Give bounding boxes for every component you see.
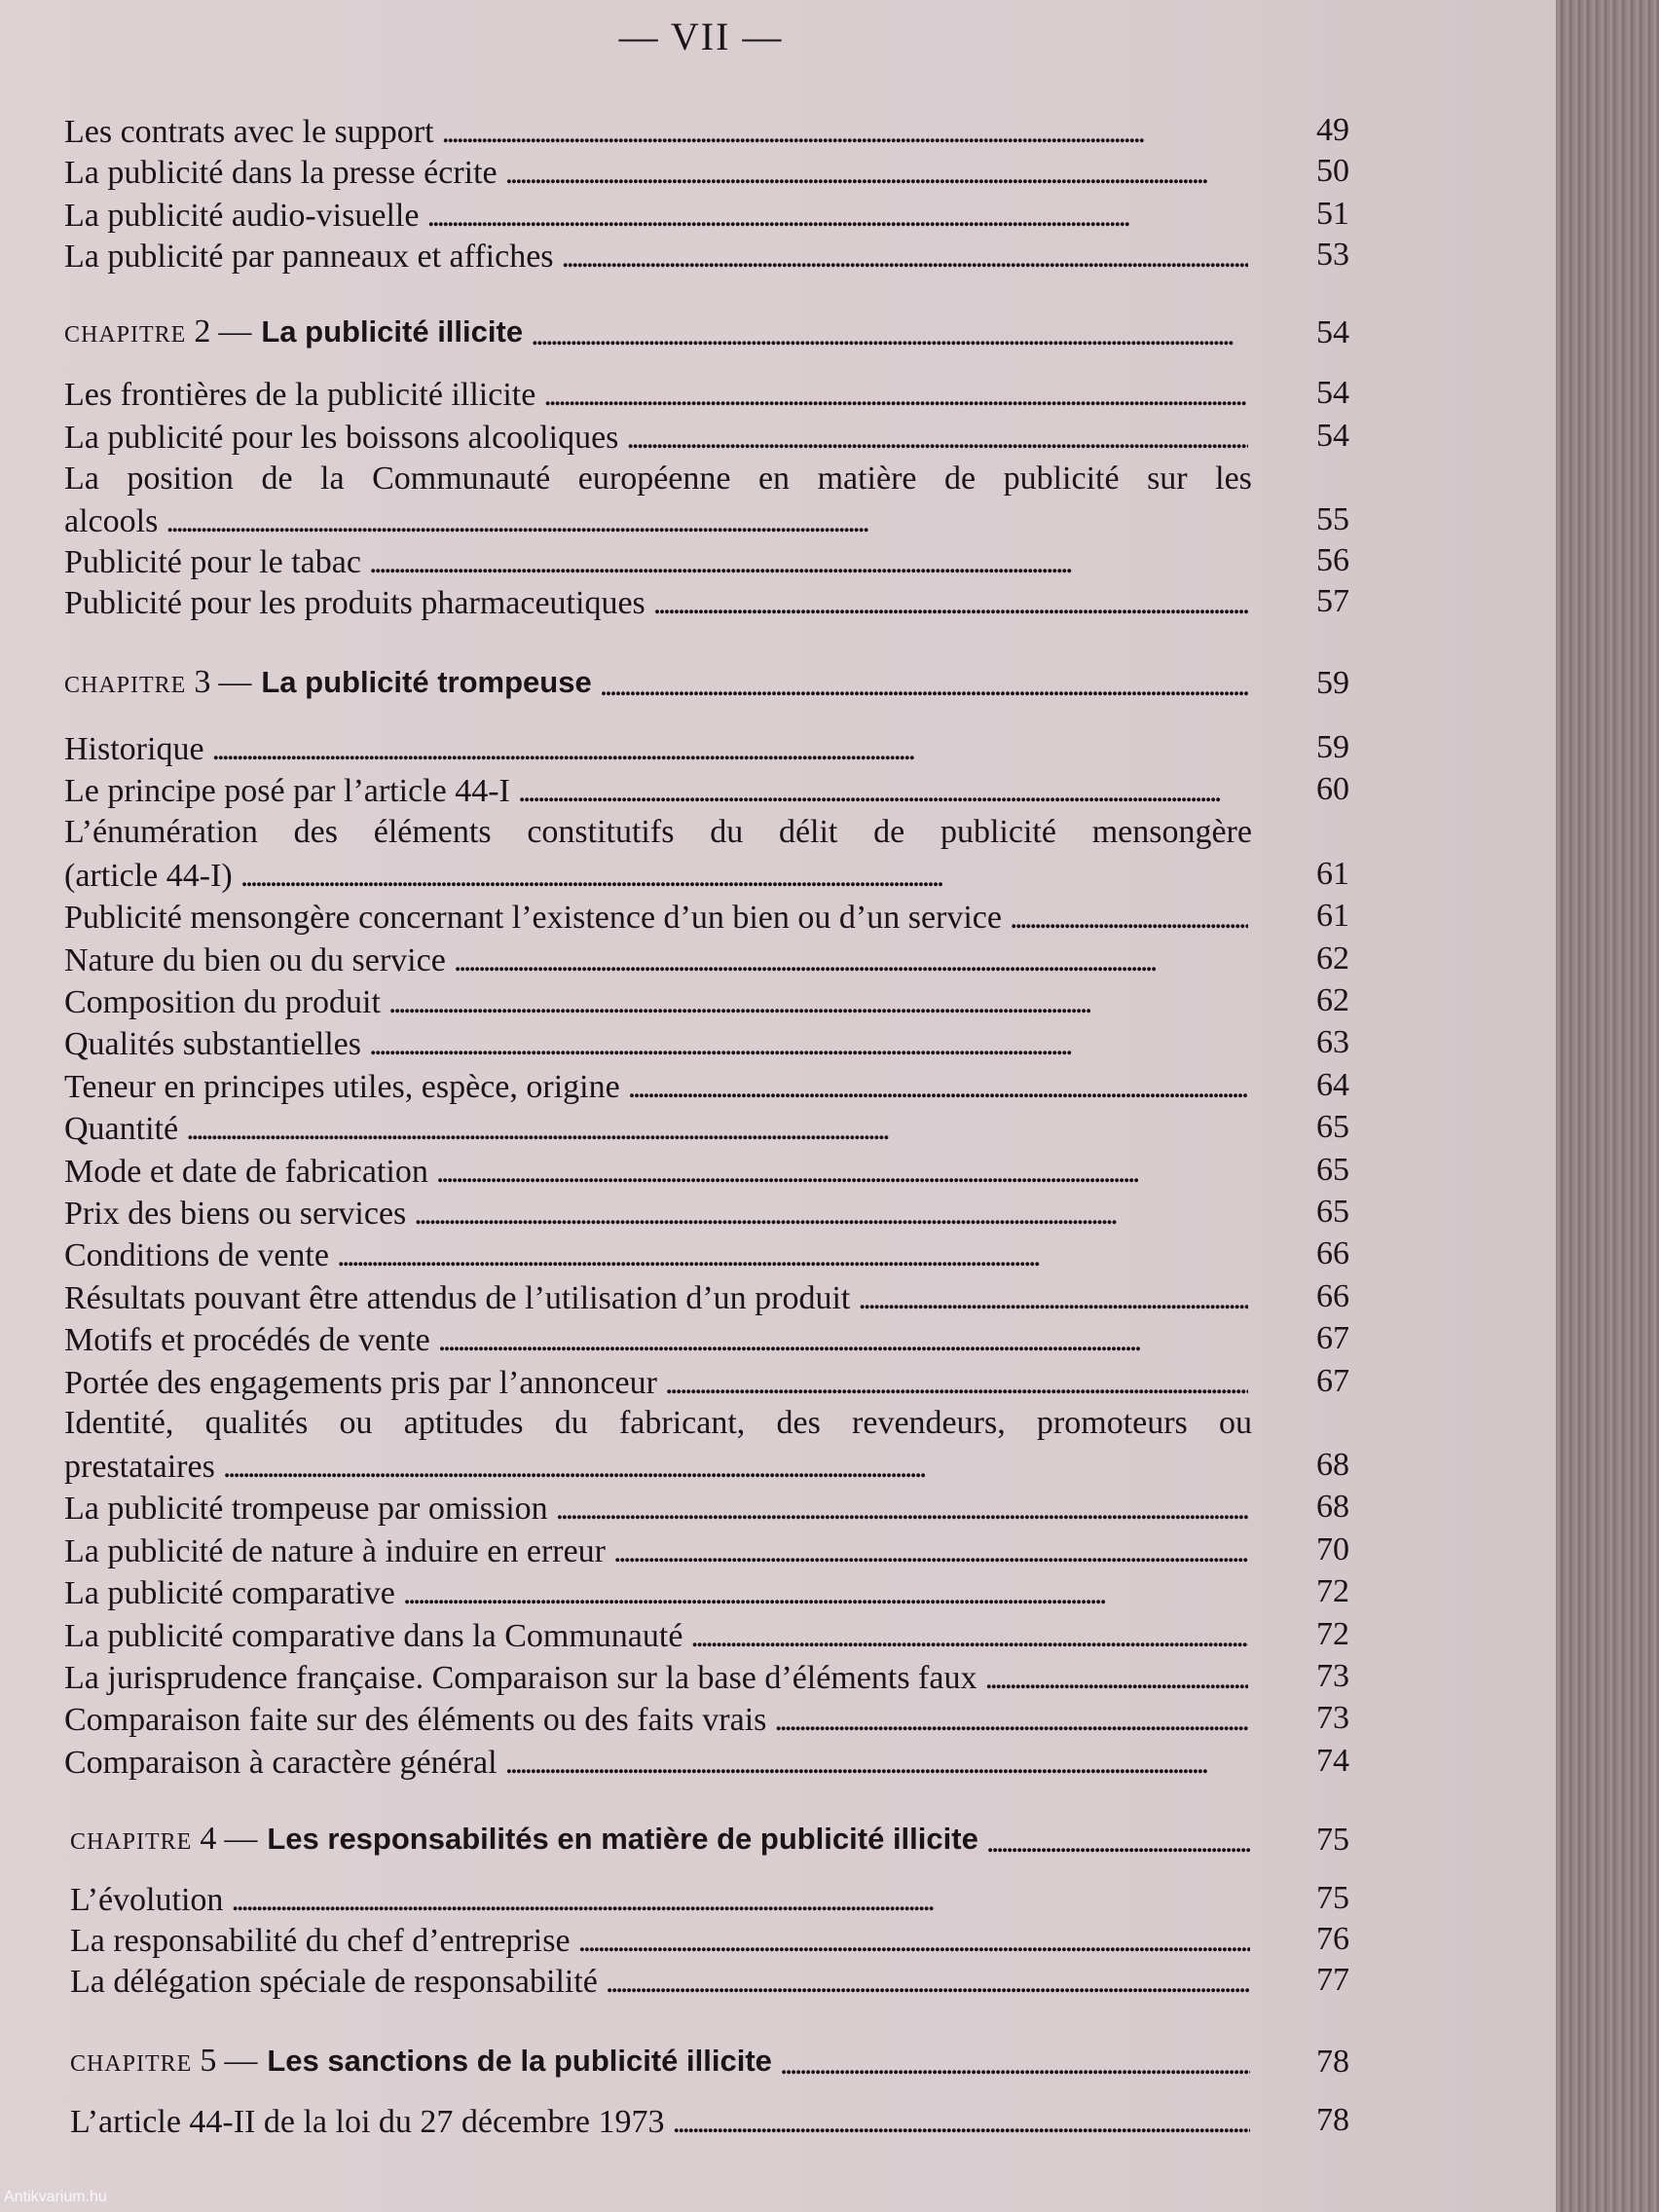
word: ou bbox=[1219, 1405, 1252, 1441]
toc-entry-label: Teneur en principes utiles, espèce, origine bbox=[64, 1068, 620, 1105]
dot-leader bbox=[454, 941, 1248, 980]
dot-leader bbox=[858, 1279, 1248, 1318]
toc-page-number: 60 bbox=[1316, 771, 1349, 808]
toc-page-number: 66 bbox=[1316, 1235, 1349, 1272]
word: matière bbox=[817, 461, 917, 497]
toc-entry bbox=[64, 374, 1248, 415]
dot-leader bbox=[613, 1532, 1248, 1571]
toc-entry bbox=[64, 1572, 1248, 1613]
chapter-dash: — bbox=[218, 664, 252, 700]
chapter-number: 3 bbox=[194, 664, 211, 700]
toc-entry bbox=[64, 195, 1248, 236]
toc-page-number: 54 bbox=[1316, 418, 1349, 454]
dot-leader bbox=[774, 1701, 1248, 1740]
page-edge bbox=[1556, 0, 1659, 2212]
toc-entry bbox=[64, 1023, 1248, 1064]
word: revendeurs, bbox=[852, 1405, 1006, 1441]
toc-entry bbox=[64, 897, 1248, 938]
toc-page-number: 57 bbox=[1316, 583, 1349, 619]
toc-page-number: 63 bbox=[1316, 1024, 1349, 1061]
dot-leader bbox=[531, 315, 1248, 354]
chapter-page-number: 59 bbox=[1316, 665, 1349, 701]
dot-leader bbox=[690, 1617, 1248, 1656]
word: la bbox=[320, 461, 345, 497]
toc-entry bbox=[64, 1530, 1248, 1571]
toc-entry-label: Publicité mensongère concernant l’existence d’un bien ou d’un service bbox=[64, 900, 1002, 937]
toc-page-number: 65 bbox=[1316, 1109, 1349, 1146]
toc-entry-label: Les frontières de la publicité illicite bbox=[64, 377, 536, 413]
chapter-number: 4 bbox=[200, 1821, 217, 1857]
toc-entry bbox=[64, 1446, 1248, 1487]
toc-entry-label: Qualités substantielles bbox=[64, 1026, 362, 1063]
toc-entry-label: Conditions de vente bbox=[64, 1237, 329, 1274]
toc-page-number: 68 bbox=[1316, 1447, 1349, 1483]
toc-entry-label: Comparaison faite sur des éléments ou des faits vrais bbox=[64, 1702, 767, 1739]
dot-leader bbox=[628, 1068, 1248, 1107]
toc-entry bbox=[64, 940, 1248, 980]
dot-leader bbox=[1010, 899, 1248, 938]
toc-entry-label: La publicité dans la presse écrite bbox=[64, 155, 498, 191]
word: des bbox=[293, 813, 338, 850]
word: du bbox=[710, 813, 744, 850]
dot-leader bbox=[653, 584, 1248, 623]
toc-page-number: 76 bbox=[1316, 1921, 1349, 1957]
dot-leader bbox=[231, 1881, 1250, 1920]
word: publicité bbox=[940, 813, 1056, 850]
toc-page-number: 50 bbox=[1316, 153, 1349, 189]
word: européenne bbox=[577, 461, 731, 497]
toc-entry-label: Motifs et procédés de vente bbox=[64, 1322, 430, 1359]
toc-entry bbox=[64, 1699, 1248, 1740]
toc-entry-label: Résultats pouvant être attendus de l’utilisation d’un produit bbox=[64, 1279, 851, 1316]
toc-page-number: 72 bbox=[1316, 1573, 1349, 1610]
toc-entry-label: Comparaison à caractère général bbox=[64, 1744, 498, 1781]
toc-page-number: 62 bbox=[1316, 982, 1349, 1018]
toc-entry bbox=[70, 1879, 1250, 1920]
chapter-label bbox=[64, 313, 523, 354]
toc-entry-label: L’article 44-II de la loi du 27 décembre 1973 bbox=[70, 2104, 665, 2140]
chapter-heading bbox=[70, 2043, 1250, 2083]
dot-leader bbox=[436, 1153, 1248, 1192]
chapter-label bbox=[70, 1820, 978, 1862]
word: des bbox=[776, 1405, 821, 1441]
toc-page-number: 66 bbox=[1316, 1277, 1349, 1314]
toc-entry bbox=[64, 981, 1248, 1022]
chapter-heading bbox=[64, 664, 1248, 705]
word: publicité bbox=[1003, 461, 1120, 497]
dot-leader bbox=[426, 197, 1248, 236]
toc-page-number: 70 bbox=[1316, 1530, 1349, 1567]
word: promoteurs bbox=[1036, 1405, 1188, 1441]
word: de bbox=[261, 461, 293, 497]
dot-leader bbox=[505, 1744, 1248, 1783]
toc-entry bbox=[64, 770, 1248, 811]
toc-page-number: 59 bbox=[1316, 729, 1349, 765]
word: les bbox=[1215, 461, 1252, 497]
dot-leader bbox=[438, 1321, 1248, 1360]
toc-entry bbox=[64, 1319, 1248, 1360]
toc-page-number: 62 bbox=[1316, 940, 1349, 977]
dot-leader bbox=[578, 1922, 1250, 1961]
toc-entry bbox=[64, 1235, 1248, 1275]
toc-page-number: 49 bbox=[1316, 112, 1349, 148]
dot-leader bbox=[665, 1364, 1248, 1403]
chapter-dash: — bbox=[218, 313, 252, 350]
chapter-word: CHAPITRE bbox=[64, 322, 187, 348]
toc-entry-label: L’évolution bbox=[70, 1882, 224, 1918]
chapter-number: 2 bbox=[194, 313, 211, 350]
dot-leader bbox=[403, 1574, 1248, 1613]
toc-entry-label: Composition du produit bbox=[64, 984, 381, 1020]
toc-entry bbox=[64, 728, 1248, 769]
dot-leader bbox=[562, 238, 1248, 276]
toc-entry-first-line bbox=[64, 1404, 1252, 1443]
dot-leader bbox=[388, 983, 1248, 1022]
chapter-title: La publicité illicite bbox=[261, 314, 524, 349]
dot-leader bbox=[606, 1963, 1250, 2002]
toc-entry bbox=[64, 1108, 1248, 1149]
toc-page-number: 68 bbox=[1316, 1489, 1349, 1526]
word: sur bbox=[1147, 461, 1188, 497]
toc-entry bbox=[64, 1066, 1248, 1107]
chapter-title: Les sanctions de la publicité illicite bbox=[267, 2044, 772, 2078]
toc-entry bbox=[70, 1920, 1250, 1961]
toc-page-number: 54 bbox=[1316, 375, 1349, 411]
dot-leader bbox=[369, 1025, 1248, 1064]
toc-entry-label: La publicité pour les boissons alcooliques bbox=[64, 420, 619, 456]
toc-entry-label: Nature du bien ou du service bbox=[64, 941, 446, 978]
toc-entry-first-line bbox=[64, 813, 1252, 852]
dot-leader bbox=[212, 730, 1248, 769]
toc-page-number: 77 bbox=[1316, 1962, 1349, 1998]
chapter-word: CHAPITRE bbox=[64, 673, 187, 698]
toc-entry-label: Publicité pour les produits pharmaceutiques bbox=[64, 585, 645, 621]
toc-entry-first-line bbox=[64, 460, 1252, 498]
toc-entry bbox=[64, 541, 1248, 582]
chapter-label bbox=[64, 663, 592, 705]
toc-page-number: 65 bbox=[1316, 1194, 1349, 1230]
toc-entry bbox=[64, 111, 1248, 152]
toc-entry bbox=[64, 1742, 1248, 1783]
word: L’énumération bbox=[64, 813, 258, 850]
word: de bbox=[873, 813, 905, 850]
word: du bbox=[554, 1405, 588, 1441]
toc-entry bbox=[64, 1151, 1248, 1192]
toc-page-number: 67 bbox=[1316, 1320, 1349, 1357]
chapter-dash: — bbox=[224, 1821, 258, 1857]
chapter-dash: — bbox=[224, 2043, 258, 2079]
chapter-label bbox=[70, 2042, 772, 2083]
dot-leader bbox=[414, 1195, 1248, 1234]
dot-leader bbox=[505, 154, 1248, 193]
toc-page-number: 65 bbox=[1316, 1151, 1349, 1188]
toc-entry-label: Prix des biens ou services bbox=[64, 1196, 407, 1232]
word: mensongère bbox=[1091, 813, 1252, 850]
toc-entry-label: Portée des engagements pris par l’annonceur bbox=[64, 1364, 657, 1401]
toc-entry-label: Publicité pour le tabac bbox=[64, 544, 361, 580]
word: qualités bbox=[204, 1405, 309, 1441]
toc-page-number: 61 bbox=[1316, 898, 1349, 935]
toc-entry-label: La publicité de nature à induire en erreur bbox=[64, 1532, 607, 1569]
toc-entry-label: La jurisprudence française. Comparaison sur la base d’éléments faux bbox=[64, 1660, 977, 1696]
dot-leader bbox=[186, 1110, 1248, 1149]
word: en bbox=[757, 461, 791, 497]
chapter-title: La publicité trompeuse bbox=[261, 665, 592, 699]
toc-entry bbox=[64, 1615, 1248, 1656]
toc-entry bbox=[70, 2101, 1250, 2142]
dot-leader bbox=[223, 1448, 1248, 1487]
chapter-title: Les responsabilités en matière de publicité illicite bbox=[267, 1822, 978, 1856]
word: éléments bbox=[373, 813, 492, 850]
dot-leader bbox=[673, 2103, 1250, 2142]
word: La bbox=[64, 461, 99, 497]
toc-entry bbox=[64, 1277, 1248, 1318]
toc-page-number: 73 bbox=[1316, 1658, 1349, 1694]
word: aptitudes bbox=[403, 1405, 524, 1441]
dot-leader bbox=[442, 113, 1248, 152]
word: fabricant, bbox=[618, 1405, 746, 1441]
dot-leader bbox=[543, 376, 1248, 415]
toc-entry-label: (article 44-I) bbox=[64, 857, 233, 894]
dot-leader bbox=[626, 419, 1248, 458]
toc-entry-label: La publicité audio-visuelle bbox=[64, 198, 420, 234]
dot-leader bbox=[166, 502, 1248, 541]
toc-page-number: 55 bbox=[1316, 501, 1349, 537]
toc-page-number: 75 bbox=[1316, 1880, 1349, 1916]
dot-leader bbox=[240, 857, 1248, 896]
toc-entry-label: Mode et date de fabrication bbox=[64, 1153, 428, 1190]
toc-page-number: 61 bbox=[1316, 855, 1349, 892]
dot-leader bbox=[780, 2045, 1250, 2083]
chapter-word: CHAPITRE bbox=[70, 2051, 193, 2077]
word: de bbox=[944, 461, 977, 497]
dot-leader bbox=[556, 1490, 1248, 1529]
toc-entry bbox=[64, 500, 1248, 541]
toc-entry-label: Les contrats avec le support bbox=[64, 114, 434, 150]
watermark: Antikvarium.hu bbox=[4, 2189, 107, 2205]
chapter-number: 5 bbox=[200, 2043, 217, 2079]
toc-entry bbox=[64, 236, 1248, 276]
chapter-heading bbox=[64, 313, 1248, 354]
toc-entry bbox=[64, 417, 1248, 458]
toc-entry bbox=[64, 1657, 1248, 1698]
dot-leader bbox=[984, 1659, 1248, 1698]
word: délit bbox=[778, 813, 838, 850]
toc-entry bbox=[64, 152, 1248, 193]
toc-entry bbox=[64, 582, 1248, 623]
toc-page-number: 53 bbox=[1316, 237, 1349, 273]
toc-page-number: 56 bbox=[1316, 542, 1349, 578]
word: Communauté bbox=[372, 461, 551, 497]
toc-entry bbox=[70, 1961, 1250, 2002]
word: position bbox=[127, 461, 234, 497]
toc-page-number: 51 bbox=[1316, 196, 1349, 232]
toc-entry bbox=[64, 1362, 1248, 1403]
dot-leader bbox=[337, 1236, 1248, 1275]
toc-entry-label: La publicité trompeuse par omission bbox=[64, 1491, 548, 1528]
dot-leader bbox=[600, 666, 1248, 705]
word: Identité, bbox=[64, 1405, 174, 1441]
toc-entry-label: La responsabilité du chef d’entreprise bbox=[70, 1923, 571, 1959]
chapter-page-number: 75 bbox=[1316, 1822, 1349, 1858]
toc-page-number: 72 bbox=[1316, 1615, 1349, 1652]
word: ou bbox=[339, 1405, 373, 1441]
chapter-heading bbox=[70, 1821, 1250, 1862]
dot-leader bbox=[986, 1823, 1250, 1862]
dot-leader bbox=[369, 543, 1248, 582]
page-header: — VII — bbox=[618, 15, 784, 58]
toc-page-number: 67 bbox=[1316, 1362, 1349, 1399]
toc-page-number: 74 bbox=[1316, 1742, 1349, 1779]
word: constitutifs bbox=[527, 813, 675, 850]
chapter-page-number: 54 bbox=[1316, 314, 1349, 350]
toc-entry-label: alcools bbox=[64, 503, 159, 539]
toc-entry-label: Historique bbox=[64, 731, 204, 767]
toc-entry-label: La publicité comparative bbox=[64, 1575, 395, 1612]
toc-entry-label: La publicité comparative dans la Communauté bbox=[64, 1617, 683, 1654]
toc-entry bbox=[64, 855, 1248, 896]
chapter-word: CHAPITRE bbox=[70, 1829, 193, 1855]
toc-entry bbox=[64, 1488, 1248, 1529]
chapter-page-number: 78 bbox=[1316, 2044, 1349, 2080]
toc-entry-label: prestataires bbox=[64, 1449, 215, 1485]
toc-page-number: 64 bbox=[1316, 1066, 1349, 1103]
toc-entry-label: La délégation spéciale de responsabilité bbox=[70, 1964, 598, 2000]
toc-page-number: 78 bbox=[1316, 2102, 1349, 2138]
toc-entry bbox=[64, 1193, 1248, 1234]
toc-entry-label: La publicité par panneaux et affiches bbox=[64, 239, 554, 275]
toc-entry-label: Le principe posé par l’article 44-I bbox=[64, 773, 510, 810]
dot-leader bbox=[518, 772, 1248, 811]
toc-page-number: 73 bbox=[1316, 1700, 1349, 1737]
toc-entry-label: Quantité bbox=[64, 1111, 179, 1148]
